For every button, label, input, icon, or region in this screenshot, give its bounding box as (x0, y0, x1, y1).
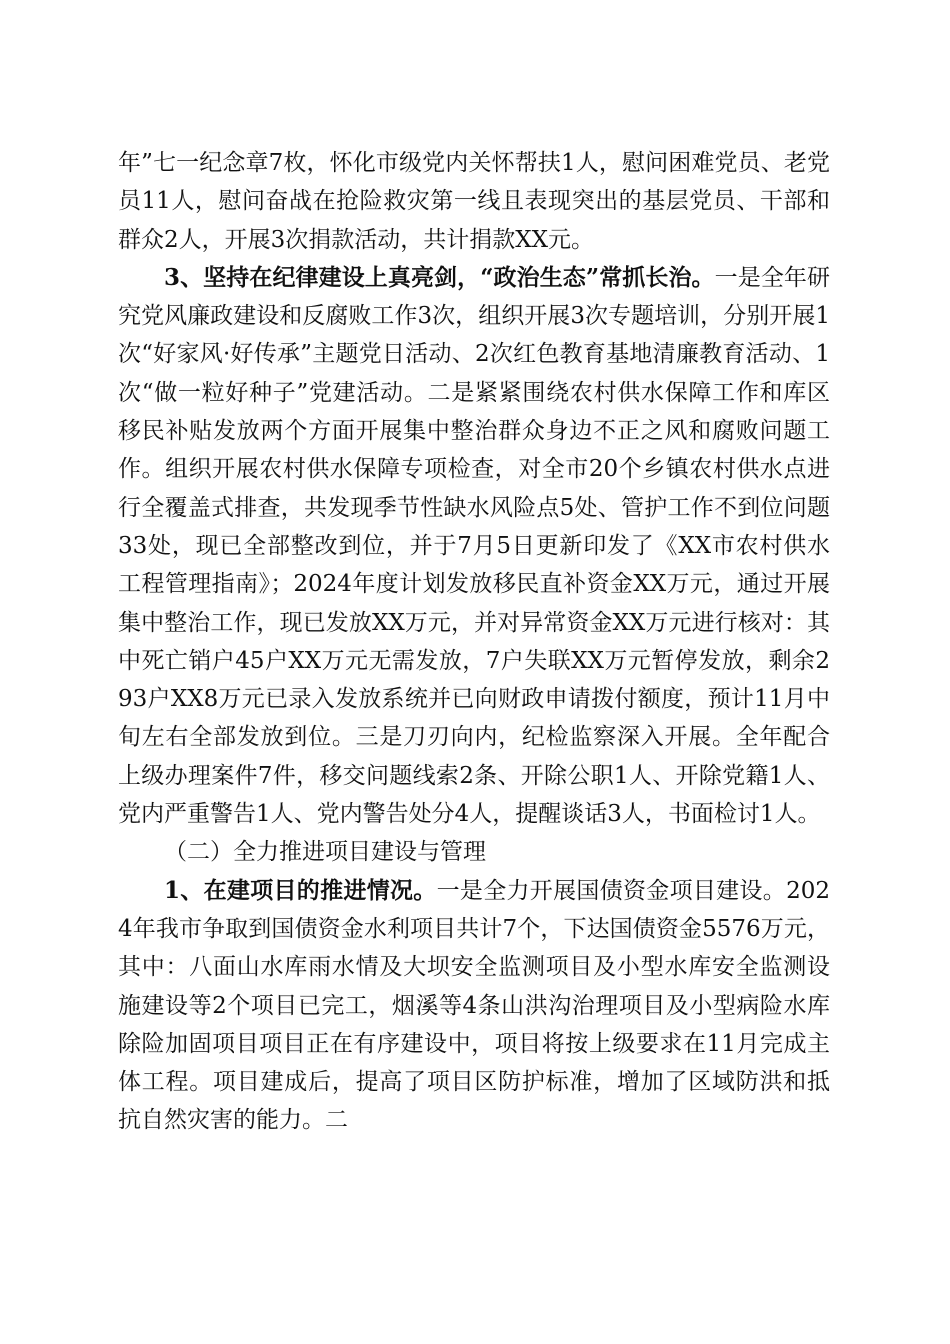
paragraph-lead: 3、坚持在纪律建设上真亮剑，“政治生态”常抓长治。 (164, 263, 715, 291)
paragraph-continuation (118, 144, 830, 259)
section-heading: （二）全力推进项目建设与管理 (164, 839, 486, 866)
paragraph-text: 一是全力开展国债资金项目建设。2024年我市争取到国债资金水利项目共计7个，下达国债资金5576万元，其中：八面山水库雨水情及大坝安全监测项目及小型水库安全监测设施建设等2个项目已完工，烟溪等4条山洪沟治理项目及小型病险水库除险加固项目项目正在有序建设中，项目将按上级要求在11月完成主体工程。项目建成后，提高了项目区防护标准，增加了区域防洪和抵抗自然灾害的能力。二 (118, 877, 830, 1134)
paragraph-text: 年”七一纪念章7枚，怀化市级党内关怀帮扶1人，慰问困难党员、老党员11人，慰问奋战在抢险救灾第一线且表现突出的基层党员、干部和群众2人，开展3次捐款活动，共计捐款XX元。 (118, 150, 830, 253)
paragraph-projects (118, 872, 830, 1140)
paragraph-discipline (118, 259, 830, 833)
paragraph-lead: 1、在建项目的推进情况。 (164, 876, 437, 904)
paragraph-text: 一是全年研究党风廉政建设和反腐败工作3次，组织开展3次专题培训，分别开展1次“好家风·好传承”主题党日活动、2次红色教育基地清廉教育活动、1次“做一粒好种子”党建活动。二是紧紧围绕农村供水保障工作和库区移民补贴发放两个方面开展集中整治群众身边不正之风和腐败问题工作。组织开展农村供水保障专项检查，对全市20个乡镇农村供水点进行全覆盖式排查，共发现季节性缺水风险点5处、管护工作不到位问题33处，现已全部整改到位，并于7月5日更新印发了《XX市农村供水工程管理指南》；2024年度计划发放移民直补资金XX万元，通过开展集中整治工作，现已发放XX万元，并对异常资金XX万元进行核对：其中死亡销户45户XX万元无需发放，7户失联XX万元暂停发放，剩余293户XX8万元已录入发放系统并已向财政申请拨付额度，预计11月中旬左右全部发放到位。三是刀刃向内，纪检监察深入开展。全年配合上级办理案件7件，移交问题线索2条、开除公职1人、开除党籍1人、党内严重警告1人、党内警告处分4人，提醒谈话3人，书面检讨1人。 (118, 264, 831, 828)
document-body (118, 144, 830, 1140)
